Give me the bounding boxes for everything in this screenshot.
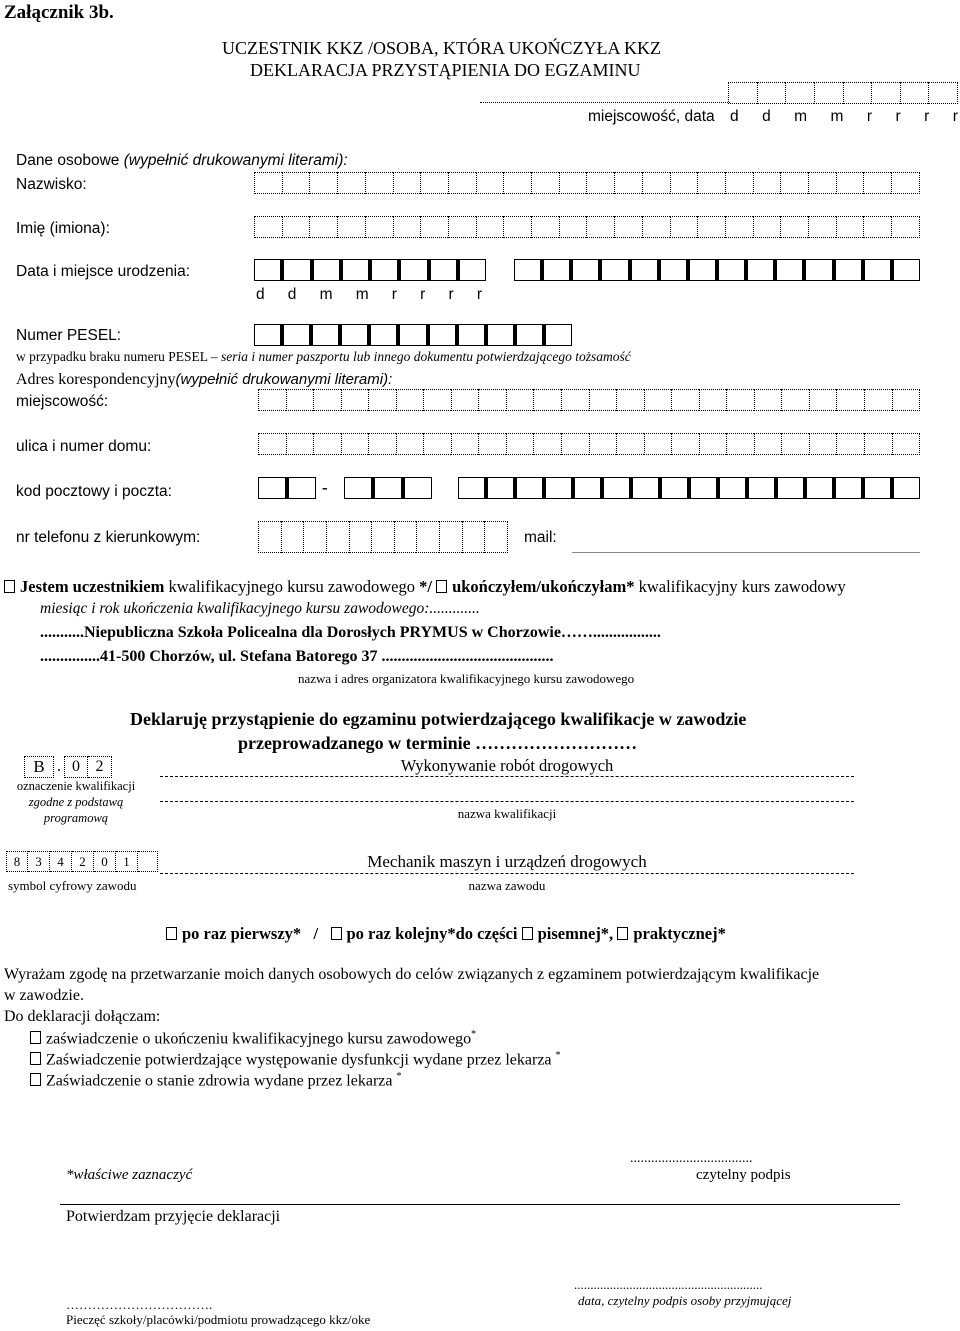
organizer-line-2: ...............41-500 Chorzów, ul. Stefana Batorego 37 ........................................... <box>40 648 554 665</box>
place-line[interactable] <box>480 102 730 103</box>
place-date-label: miejscowość, data <box>588 108 715 125</box>
attachment-item[interactable]: zaświadczenie o ukończeniu kwalifikacyjnego kursu zawodowego* <box>30 1029 476 1048</box>
consent-line-1: Wyrażam zgodę na przetwarzanie moich danych osobowych do celów związanych z egzaminem potwierdzającym kwalifikacje <box>4 966 820 983</box>
completion-date-line: miesiąc i rok ukończenia kwalifikacyjnego kursu zawodowego:............. <box>40 600 480 617</box>
qual-name-line-2 <box>160 801 854 802</box>
title-line-2: DEKLARACJA PRZYSTĄPIENIA DO EGZAMINU <box>250 60 641 80</box>
signature-dots[interactable]: ................................... <box>630 1151 753 1166</box>
birth-place-boxes[interactable] <box>514 259 920 281</box>
participant-checkbox[interactable] <box>4 580 15 593</box>
receiver-dots[interactable]: .......................................................... <box>574 1277 763 1292</box>
stamp-label: Pieczęć szkoły/placówki/podmiotu prowadzącego kkz/oke <box>66 1312 371 1327</box>
organizer-caption: nazwa i adres organizatora kwalifikacyjnego kursu zawodowego <box>298 671 635 686</box>
declaration-line-2: przeprowadzanego w terminie ……………………… <box>238 733 638 753</box>
qualification-code[interactable]: B . 0 2 <box>24 756 112 778</box>
organizer-line-1: ...........Niepubliczna Szkoła Policealna dla Dorosłych PRYMUS w Chorzowie……................. <box>40 624 661 641</box>
birth-label: Data i miejsce urodzenia: <box>16 263 191 280</box>
declaration-line-1: Deklaruję przystąpienie do egzaminu potwierdzającego kwalifikacje w zawodzie <box>130 709 747 729</box>
attachment-label: Załącznik 3b. <box>4 2 114 23</box>
qual-code-caption-2: zgodne z podstawą <box>28 795 124 809</box>
mail-label: mail: <box>524 529 557 546</box>
attachment-item[interactable]: Zaświadczenie o stanie zdrowia wydane przez lekarza * <box>30 1071 401 1090</box>
attachment-item[interactable]: Zaświadczenie potwierdzające występowanie dysfunkcji wydane przez lekarza * <box>30 1050 561 1069</box>
attachment-checkbox[interactable] <box>30 1052 41 1065</box>
firstname-label: Imię (imiona): <box>16 220 110 237</box>
qual-code-caption-1: oznaczenie kwalifikacji <box>16 779 136 793</box>
stamp-dots[interactable]: ……………………………. <box>66 1297 213 1312</box>
written-part-checkbox[interactable] <box>522 927 533 940</box>
receiver-label: data, czytelny podpis osoby przyjmującej <box>578 1293 792 1308</box>
city-label: miejscowość: <box>16 393 109 410</box>
surname-label: Nazwisko: <box>16 176 87 193</box>
postal-code-part2[interactable] <box>344 477 432 499</box>
profession-name-caption: nazwa zawodu <box>468 878 546 893</box>
signature-label: czytelny podpis <box>696 1167 791 1183</box>
pesel-note: w przypadku braku numeru PESEL – seria i numer paszportu lub innego dokumentu potwierdzającego tożsamość <box>16 349 631 364</box>
street-label: ulica i numer domu: <box>16 438 152 455</box>
city-boxes[interactable] <box>258 389 920 411</box>
qual-code-caption-3: programową <box>43 811 109 825</box>
attachment-checkbox[interactable] <box>30 1031 41 1044</box>
pesel-label: Numer PESEL: <box>16 327 122 344</box>
personal-section-label: Dane osobowe (wypełnić drukowanymi literami): <box>16 152 348 169</box>
phone-boxes[interactable] <box>258 521 508 553</box>
title-line-1: UCZESTNIK KKZ /OSOBA, KTÓRA UKOŃCZYŁA KKZ <box>222 38 661 58</box>
profession-name-line <box>160 873 854 874</box>
pesel-boxes[interactable] <box>254 324 572 346</box>
postal-code-part1[interactable] <box>258 477 316 499</box>
date-format-hint: d d m m r r r r <box>730 108 958 125</box>
surname-boxes[interactable] <box>254 172 920 194</box>
attachments-label: Do deklaracji dołączam: <box>4 1008 161 1025</box>
confirmation-label: Potwierdzam przyjęcie deklaracji <box>66 1208 281 1225</box>
phone-label: nr telefonu z kierunkowym: <box>16 529 201 546</box>
consent-line-2: w zawodzie. <box>4 987 84 1004</box>
footer-separator <box>60 1204 900 1205</box>
date-boxes[interactable] <box>728 82 958 104</box>
profession-code[interactable]: 8 3 4 2 0 1 <box>6 851 158 872</box>
next-attempt-checkbox[interactable] <box>331 927 342 940</box>
postal-dash: - <box>322 478 328 497</box>
attempt-line: po raz pierwszy* / po raz kolejny*do części pisemnej*, praktycznej* <box>166 924 726 944</box>
mail-line[interactable] <box>572 552 920 553</box>
completed-checkbox[interactable] <box>436 580 447 593</box>
firstname-boxes[interactable] <box>254 216 920 238</box>
qualification-name: Wykonywanie robót drogowych <box>400 756 614 775</box>
course-status-line: Jestem uczestnikiem kwalifikacyjnego kursu zawodowego */ ukończyłem/ukończyłam* kwalifikacyjny kurs zawodowy <box>4 577 846 597</box>
address-section-label: Adres korespondencyjny(wypełnić drukowanymi literami): <box>16 371 393 388</box>
qual-name-line <box>160 776 854 777</box>
profession-name: Mechanik maszyn i urządzeń drogowych <box>367 852 647 871</box>
attachment-checkbox[interactable] <box>30 1073 41 1086</box>
qual-name-caption: nazwa kwalifikacji <box>457 806 557 821</box>
birth-date-format-hint: d d m m r r r r <box>256 286 482 303</box>
birth-date-boxes[interactable] <box>254 259 486 281</box>
practical-part-checkbox[interactable] <box>617 927 628 940</box>
postal-label: kod pocztowy i poczta: <box>16 483 172 500</box>
street-boxes[interactable] <box>258 433 920 455</box>
footnote: *właściwe zaznaczyć <box>66 1167 193 1183</box>
post-office-boxes[interactable] <box>458 477 920 499</box>
first-attempt-checkbox[interactable] <box>166 927 177 940</box>
profession-code-caption: symbol cyfrowy zawodu <box>8 878 137 893</box>
